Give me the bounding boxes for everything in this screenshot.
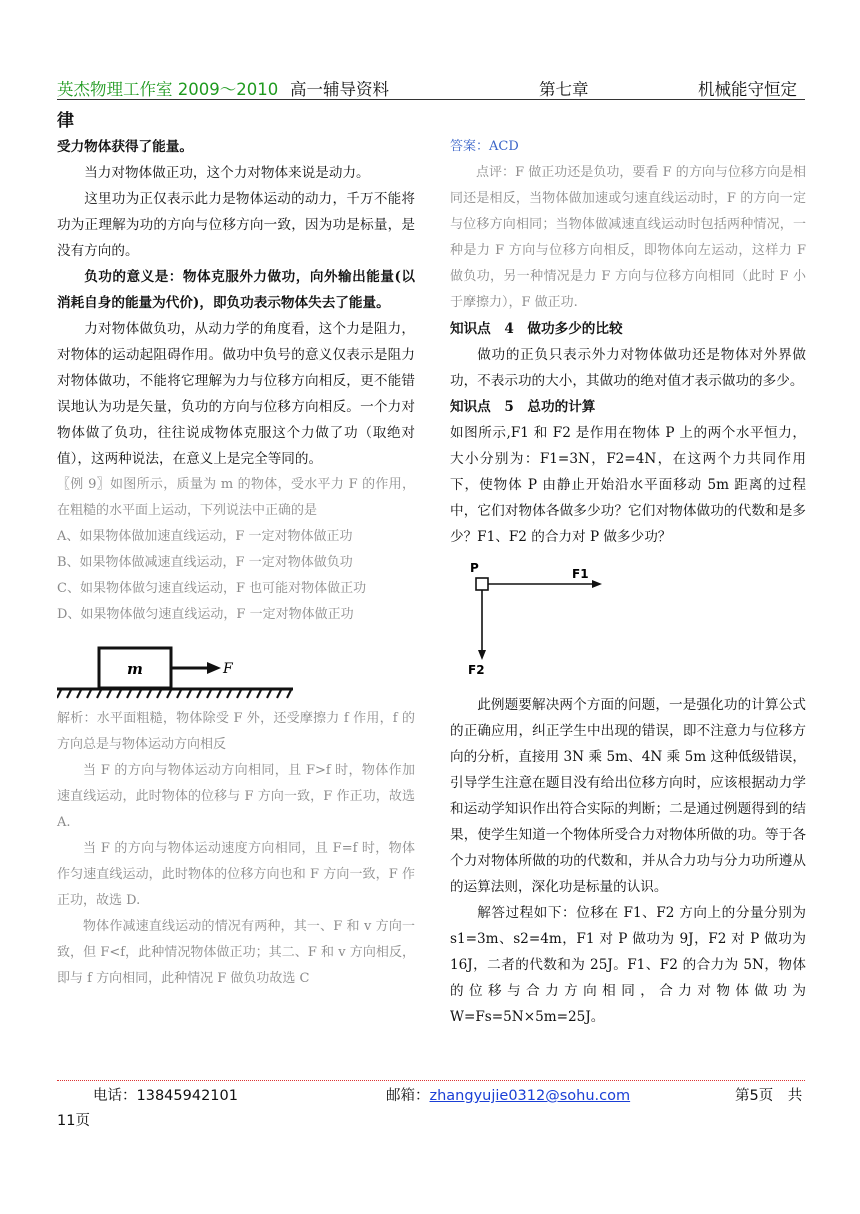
- solution-case-c: 物体作减速直线运动的情况有两种，其一、F 和 v 方向一致，但 F<f，此种情况物体做正功；其二、F 和 v 方向相反，即与 f 方向相同，此种情况 F 做负功故选 C: [57, 919, 415, 986]
- studio-name: 英杰物理工作室 2009～2010: [57, 80, 279, 99]
- comment-paragraph: 点评：F 做正功还是负功，要看 F 的方向与位移方向是相同还是相反，当物体做加速或匀速直线运动时，F 的方向一定与位移方向相同；当物体做减速直线运动时包括两种情况，一种是力 F 方向与位移方向相反，即物体向左运动，这样力 F 做负功，另一种情况是力 F 方向与位移方向相同（此时 F 小于摩擦力），F 做正功.: [450, 165, 806, 310]
- force-label: F: [223, 661, 233, 677]
- block-figure: [57, 642, 415, 704]
- paragraph-positive-work: 当力对物体做正功，这个力对物体来说是动力。: [84, 165, 370, 181]
- option-a: A、如果物体做加速直线运动，F 一定对物体做正功: [57, 529, 353, 544]
- email-label: 邮箱：: [386, 1088, 430, 1104]
- force-diagram: [468, 558, 608, 678]
- f1-label: F1: [572, 567, 589, 581]
- left-column: [57, 134, 415, 992]
- solution-paragraph: 解答过程如下：位移在 F1、F2 方向上的分量分别为 s1=3m、s2=4m，F1 对 P 做功为 9J，F2 对 P 做功为 16J，二者的代数和为 25J。F1、F2 的合力为 5N，物体的位移与合力方向相同，合力对物体做功为 W=Fs=5N×5m=25J。: [450, 905, 806, 1025]
- page-header: [57, 76, 805, 100]
- mass-label: m: [127, 660, 143, 678]
- paragraph-energy: 受力物体获得了能量。: [57, 139, 193, 155]
- solution-case-d: 当 F 的方向与物体运动速度方向相同，且 F=f 时，物体作匀速直线运动，此时物体的位移方向也和 F 方向一致，F 作正功，故选 D.: [57, 841, 415, 908]
- knowledge-point-5-body: 如图所示,F1 和 F2 是作用在物体 P 上的两个水平恒力，大小分别为：F1=3N，F2=4N，在这两个力共同作用下，使物体 P 由静止开始沿水平面移动 5m 距离的过程中，它们对物体各做多少功？它们对物体做功的代数和是多少？F1、F2 的合力对 P 做多少功？: [450, 425, 806, 545]
- paragraph-negative-meaning: 负功的意义是：物体克服外力做功，向外输出能量(以消耗自身的能量为代价)，即负功表示物体失去了能量。: [57, 269, 415, 311]
- topic-title: 机械能守恒定: [698, 80, 797, 99]
- paragraph-scalar: 这里功为正仅表示此力是物体运动的动力，千万不能将功为正理解为功的方向与位移方向一致，因为功是标量，是没有方向的。: [57, 191, 415, 259]
- topic-title-wrap: 律: [57, 111, 74, 131]
- example-question: 〖例 9〗如图所示，质量为 m 的物体，受水平力 F 的作用，在粗糙的水平面上运动，下列说法中正确的是: [57, 477, 415, 518]
- right-column: [450, 134, 806, 1030]
- knowledge-point-4-body: 做功的正负只表示外力对物体做功还是物体对外界做功，不表示功的大小，其做功的绝对值才表示做功的多少。: [450, 347, 806, 389]
- footer-email: [386, 1084, 630, 1105]
- email-link[interactable]: zhangyujie0312@sohu.com: [429, 1088, 631, 1104]
- option-d: D、如果物体做匀速直线运动，F 一定对物体做正功: [57, 607, 354, 622]
- footer-page: 第5页 共: [735, 1088, 803, 1104]
- footer-page-total: 11页: [57, 1113, 90, 1129]
- point-p-label: P: [470, 561, 479, 575]
- header-rule: [57, 99, 805, 100]
- chapter-label: 第七章: [539, 80, 589, 99]
- block-diagram: [57, 642, 297, 704]
- footer-phone: 电话：13845942101: [93, 1088, 238, 1104]
- paragraph-resistance: 力对物体做负功，从动力学的角度看，这个力是阻力，对物体的运动起阻碍作用。做功中负号的意义仅表示是阻力对物体做功，不能将它理解为力与位移方向相反，更不能错误地认为功是矢量，负功的方向与位移方向相反。一个力对物体做了负功，往往说成物体克服这个力做了功（取绝对值），这两种说法，在意义上是完全等同的。: [57, 321, 415, 467]
- knowledge-point-4-title: 知识点 4 做功多少的比较: [450, 321, 623, 337]
- answer-line: 答案：ACD: [450, 139, 519, 154]
- material-title: 高一辅导资料: [290, 80, 389, 99]
- option-b: B、如果物体做减速直线运动，F 一定对物体做负功: [57, 555, 353, 570]
- solution-case-a: 当 F 的方向与物体运动方向相同，且 F>f 时，物体作加速直线运动，此时物体的位移与 F 方向一致，F 作正功，故选 A.: [57, 763, 415, 830]
- option-c: C、如果物体做匀速直线运动，F 也可能对物体做正功: [57, 581, 367, 596]
- f2-label: F2: [468, 663, 485, 677]
- footer-rule: [57, 1080, 805, 1081]
- force-figure: [468, 558, 806, 682]
- analysis-paragraph: 此例题要解决两个方面的问题，一是强化功的计算公式的正确应用，纠正学生中出现的错误，即不注意力与位移方向的分析，直接用 3N 乘 5m、4N 乘 5m 这种低级错误，引导学生注意在题目没有给出位移方向时，应该根据动力学和运动学知识作出符合实际的判断；二是通过例题得到的结果，使学生知道一个物体所受合力对物体所做的功。等于各个力对物体所做的功的代数和，并从合力功与分力功所遵从的运算法则，深化功是标量的认识。: [450, 697, 806, 895]
- knowledge-point-5-title: 知识点 5 总功的计算: [450, 399, 596, 415]
- solution-intro: 解析：水平面粗糙，物体除受 F 外，还受摩擦力 f 作用，f 的方向总是与物体运动方向相反: [57, 711, 415, 752]
